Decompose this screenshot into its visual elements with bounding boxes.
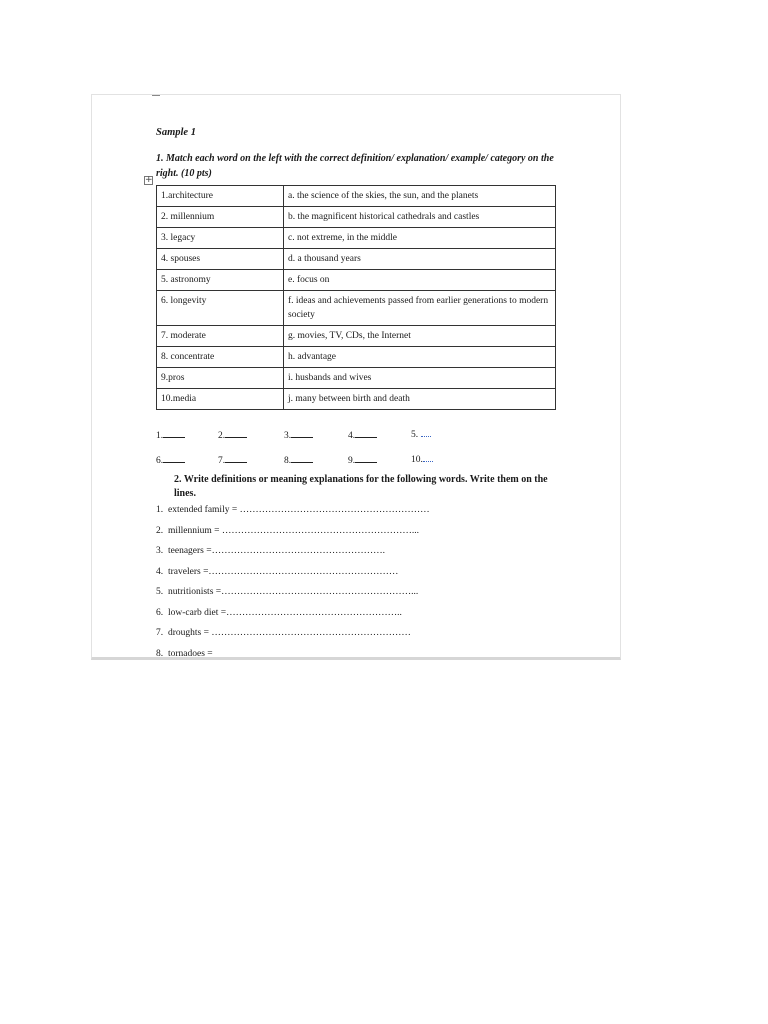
match-definition: c. not extreme, in the middle (284, 228, 556, 249)
question-1-instructions: 1. Match each word on the left with the correct definition/ explanation/ example/ category on the right. (10 pts) (156, 153, 554, 179)
table-row (157, 270, 556, 291)
match-term: 5. astronomy (157, 270, 284, 291)
match-term: 3. legacy (157, 228, 284, 249)
answer-blank-7[interactable]: 7. (218, 453, 247, 466)
page-corner-mark (152, 95, 160, 96)
list-item-text: travelers =…………………………………………………… (168, 566, 399, 577)
match-term: 1.architecture (157, 186, 284, 207)
answer-blank-9[interactable]: 9. (348, 453, 377, 466)
answer-blank-4[interactable]: 4. (348, 428, 377, 441)
table-row (157, 228, 556, 249)
match-term: 2. millennium (157, 207, 284, 228)
list-item-text: millennium = ……………………………………………………... (168, 525, 420, 536)
answer-blank-6[interactable]: 6. (156, 453, 185, 466)
match-definition: e. focus on (284, 270, 556, 291)
match-term: 9.pros (157, 368, 284, 389)
answer-blank-10[interactable]: 10. (411, 453, 433, 465)
match-definition: a. the science of the skies, the sun, and the planets (284, 186, 556, 207)
table-row (157, 207, 556, 228)
match-term: 8. concentrate (157, 347, 284, 368)
match-definition: j. many between birth and death (284, 389, 556, 410)
answer-blank-3[interactable]: 3. (284, 428, 313, 441)
answer-blank-2[interactable]: 2. (218, 428, 247, 441)
table-row (157, 326, 556, 347)
list-item-number: 5. (156, 587, 164, 597)
list-item[interactable] (156, 647, 556, 661)
list-item-text: low-carb diet =……………………………………………….. (168, 607, 402, 618)
match-definition: d. a thousand years (284, 249, 556, 270)
definitions-list (156, 503, 556, 660)
match-term: 10.media (157, 389, 284, 410)
list-item-text: tornadoes = (168, 648, 213, 659)
answer-blank-1[interactable]: 1. (156, 428, 185, 441)
list-item-text: nutritionists =……………………………………………………... (168, 587, 419, 597)
match-term: 6. longevity (157, 291, 284, 326)
table-row (157, 186, 556, 207)
list-item-number: 8. (156, 648, 164, 659)
match-term: 7. moderate (157, 326, 284, 347)
list-item-number: 3. (156, 546, 164, 556)
list-item-number: 6. (156, 607, 164, 618)
match-definition: g. movies, TV, CDs, the Internet (284, 326, 556, 347)
question-2-instructions: 2. Write definitions or meaning explanations for the following words. Write them on the lines. (174, 474, 548, 499)
list-item-text: teenagers =………………………………………………. (168, 546, 385, 556)
document-page (91, 94, 621, 660)
list-item-number: 4. (156, 566, 164, 577)
list-item-number: 1. (156, 505, 164, 515)
list-item-text: extended family = …………………………………………………… (168, 505, 430, 515)
match-definition: f. ideas and achievements passed from earlier generations to modern society (284, 291, 556, 326)
list-item-number: 7. (156, 628, 164, 638)
list-item[interactable] (156, 524, 556, 545)
answer-blank-5[interactable]: 5. (411, 428, 431, 440)
list-item[interactable] (156, 503, 556, 524)
table-row (157, 291, 556, 326)
list-item-text: droughts = ……………………………………………………… (168, 628, 411, 638)
list-item[interactable] (156, 544, 556, 565)
table-move-handle-icon[interactable]: + (145, 175, 153, 185)
sample-title: Sample 1 (156, 127, 196, 138)
table-row (157, 389, 556, 410)
matching-table (156, 185, 556, 410)
table-row (157, 347, 556, 368)
list-item[interactable] (156, 626, 556, 647)
list-item[interactable] (156, 565, 556, 586)
match-term: 4. spouses (157, 249, 284, 270)
list-item[interactable] (156, 606, 556, 627)
table-row (157, 249, 556, 270)
list-item-number: 2. (156, 525, 164, 536)
match-definition: i. husbands and wives (284, 368, 556, 389)
answer-blank-8[interactable]: 8. (284, 453, 313, 466)
list-item[interactable] (156, 585, 556, 606)
match-definition: b. the magnificent historical cathedrals and castles (284, 207, 556, 228)
table-row (157, 368, 556, 389)
match-definition: h. advantage (284, 347, 556, 368)
